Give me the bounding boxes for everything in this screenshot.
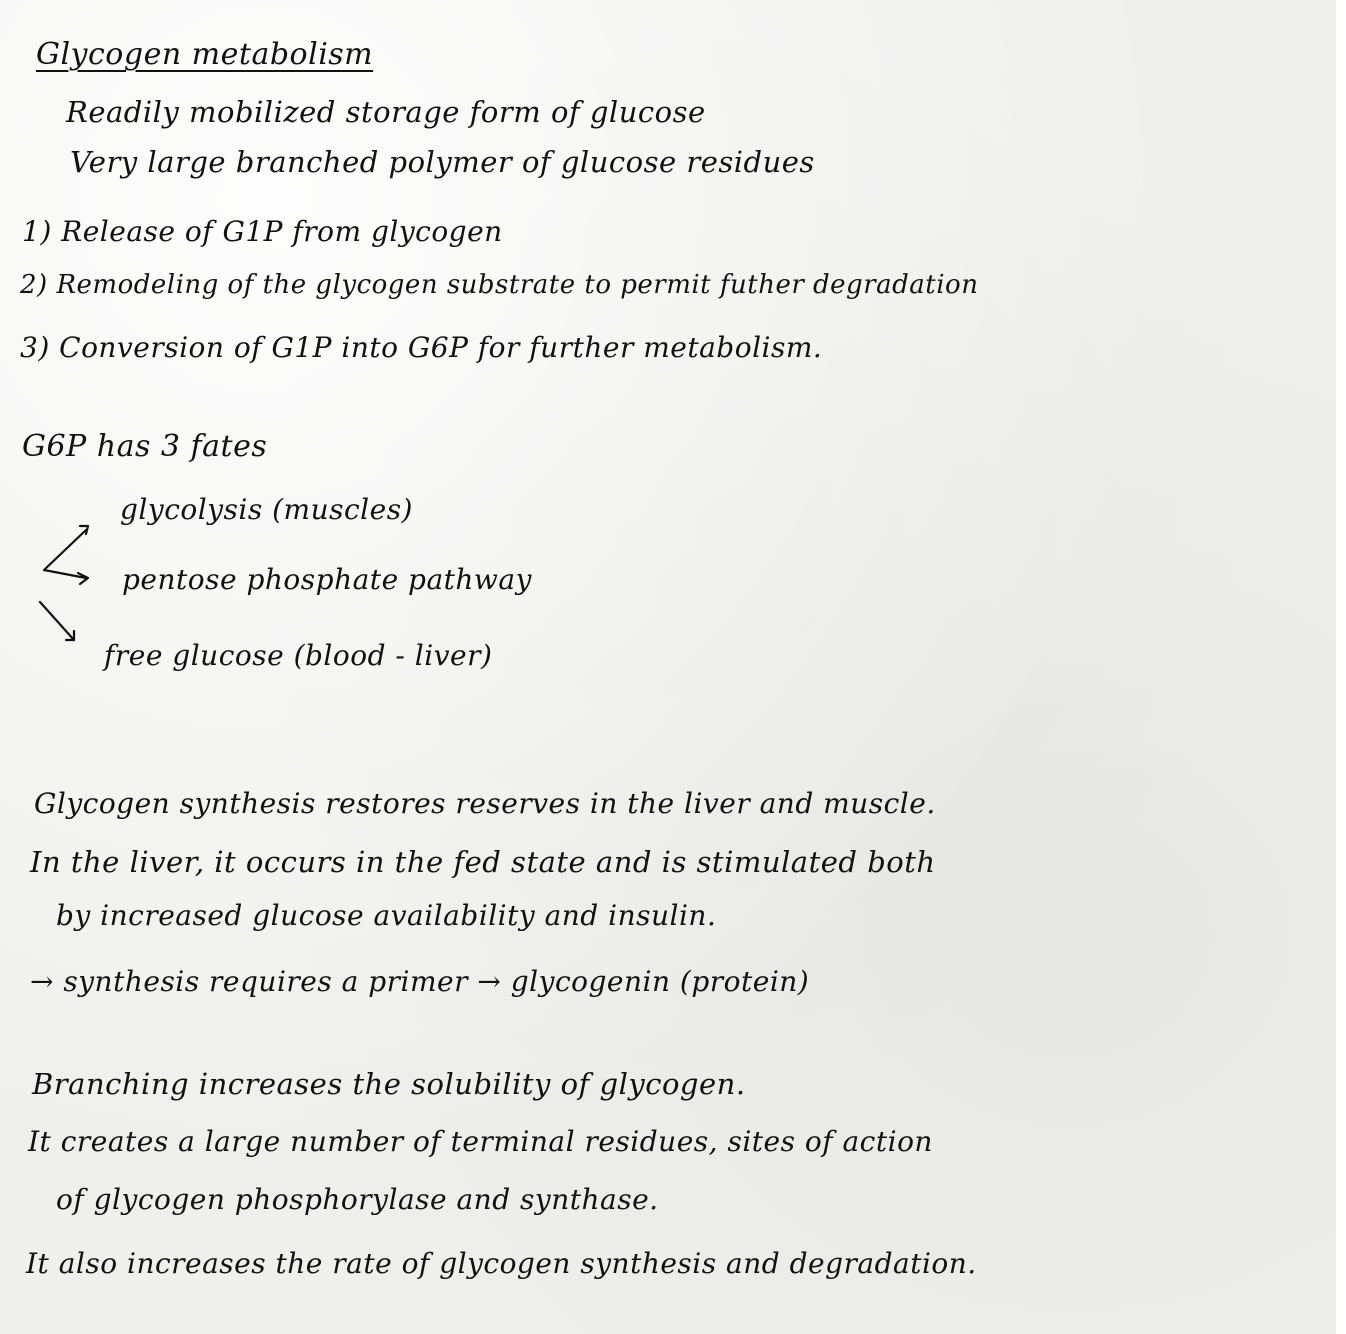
branching-line-2: It creates a large number of terminal residues, sites of action	[28, 1125, 933, 1158]
fate-item-glycolysis: glycolysis (muscles)	[120, 493, 413, 526]
step-2: 2) Remodeling of the glycogen substrate to permit futher degradation	[20, 270, 979, 300]
branching-line-4: It also increases the rate of glycogen synthesis and degradation.	[26, 1247, 977, 1280]
fate-item-free-glucose: free glucose (blood - liver)	[104, 639, 493, 672]
branching-line-1: Branching increases the solubility of glycogen.	[32, 1067, 746, 1101]
fate-item-pentose: pentose phosphate pathway	[122, 563, 532, 596]
note-title: Glycogen metabolism	[36, 37, 374, 72]
intro-line-1: Readily mobilized storage form of glucose	[66, 95, 706, 129]
synthesis-line-2: In the liver, it occurs in the fed state and is stimulated both	[30, 845, 936, 879]
intro-line-2: Very large branched polymer of glucose residues	[70, 145, 815, 179]
step-3: 3) Conversion of G1P into G6P for further metabolism.	[20, 331, 823, 364]
step-1: 1) Release of G1P from glycogen	[22, 215, 503, 248]
synthesis-line-1: Glycogen synthesis restores reserves in the liver and muscle.	[34, 787, 936, 820]
synthesis-primer-line: → synthesis requires a primer → glycogenin (protein)	[30, 965, 810, 998]
branching-line-3: of glycogen phosphorylase and synthase.	[56, 1183, 659, 1216]
synthesis-line-3: by increased glucose availability and insulin.	[56, 899, 717, 932]
fates-heading: G6P has 3 fates	[22, 429, 268, 464]
